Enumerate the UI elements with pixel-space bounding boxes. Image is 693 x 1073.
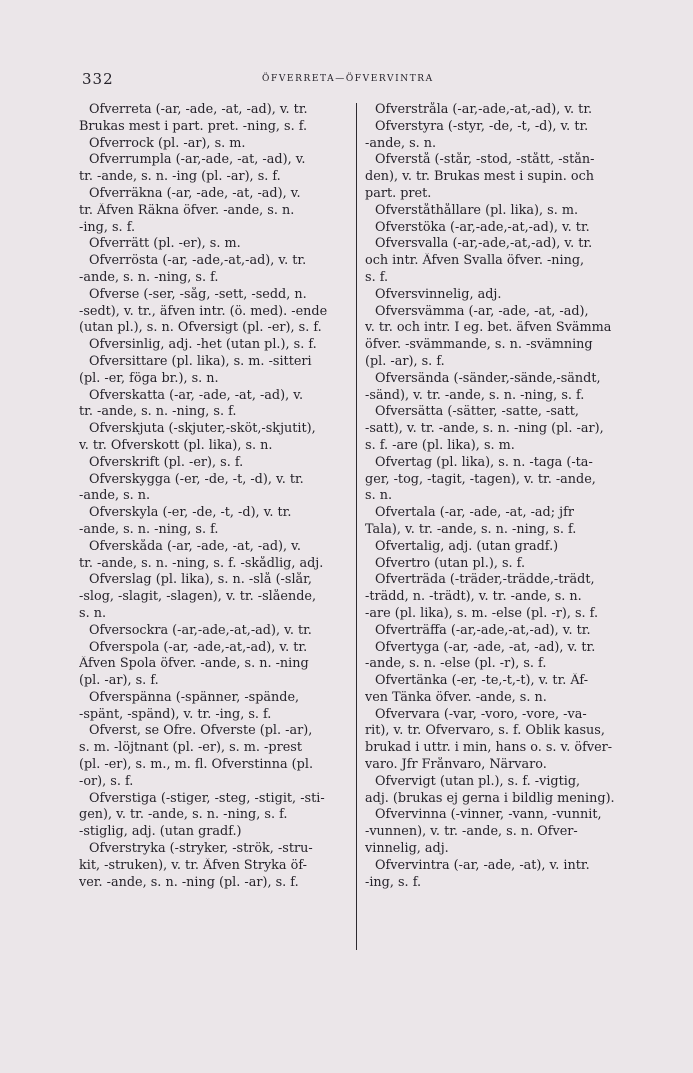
entry-line: part. pret.: [365, 185, 432, 201]
entry-line: -sänd), v. tr. -ande, s. n. -ning, s. f.: [365, 387, 585, 403]
entry-headline: Öfverräkna (-ar, -ade, -at, -ad), v.: [89, 185, 301, 201]
entry-line: ver. -ande, s. n. -ning (pl. -ar), s. f.: [79, 874, 299, 890]
entry-line: -trädd, n. -trädt), v. tr. -ande, s. n.: [365, 589, 582, 605]
entry-line: vinnelig, adj.: [365, 841, 449, 857]
entry-line: ger, -tog, -tagit, -tagen), v. tr. -ande,: [365, 471, 596, 487]
entry-line: s. n.: [79, 605, 107, 621]
entry-headline: Öfverrösta (-ar, -ade,-at,-ad), v. tr.: [89, 253, 307, 269]
entry-headline: Öfverspänna (-spänner, -spände,: [89, 689, 300, 705]
entry-line: -ande, s. n. -ning, s. f.: [79, 521, 219, 537]
entry-headline: Öfverstyra (-styr, -de, -t, -d), v. tr.: [375, 118, 589, 134]
entry-line: v. tr. Öfverskott (pl. lika), s. n.: [79, 437, 273, 453]
running-head: ÖFVERRETA—ÖFVERVINTRA: [262, 74, 434, 84]
entry-line: -or), s. f.: [79, 773, 134, 789]
left-column: [79, 102, 347, 891]
entry-line: brukad i uttr. i min, hans o. s. v. öfver-: [365, 740, 613, 756]
entry-line: den), v. tr. Brukas mest i supin. och: [365, 169, 594, 185]
entry-line: -spänt, -spänd), v. tr. -ing, s. f.: [79, 706, 272, 722]
entry-headline: Öfversätta (-sätter, -satte, -satt,: [375, 404, 579, 420]
entry-line: -satt), v. tr. -ande, s. n. -ning (pl. -ar),: [365, 421, 604, 437]
entry-headline: Öfversockra (-ar,-ade,-at,-ad), v. tr.: [89, 622, 312, 638]
entry-headline: Öfvervinna (-vinner, -vann, -vunnit,: [375, 807, 602, 823]
entry-headline: Öfverståthållare (pl. lika), s. m.: [375, 202, 579, 218]
entry-line: -vunnen), v. tr. -ande, s. n. Öfver-: [365, 824, 578, 840]
entry-line: (pl. -er), s. m., m. fl. Öfverstinna (pl.: [79, 757, 314, 773]
entry-headline: Öfverträffa (-ar,-ade,-at,-ad), v. tr.: [375, 622, 591, 638]
entry-line: s. f. -are (pl. lika), s. m.: [365, 437, 515, 453]
entry-line: -ing, s. f.: [79, 219, 136, 235]
entry-headline: Öfverse (-ser, -såg, -sett, -sedd, n.: [89, 286, 307, 302]
entry-line: och intr. Äfven Svalla öfver. -ning,: [365, 253, 585, 269]
entry-line: (pl. -ar), s. f.: [79, 673, 159, 689]
entry-line: v. tr. och intr. I eg. bet. äfven Svämma: [365, 320, 612, 336]
entry-headline: Öfverrock (pl. -ar), s. m.: [89, 135, 246, 151]
entry-line: gen), v. tr. -ande, s. n. -ning, s. f.: [79, 807, 288, 823]
entry-headline: Öfverspola (-ar, -ade,-at,-ad), v. tr.: [89, 639, 308, 655]
entry-line: adj. (brukas ej gerna i bildlig mening).: [365, 790, 615, 806]
entry-headline: Öfvertag (pl. lika), s. n. -taga (-ta-: [375, 454, 593, 470]
entry-headline: Öfversvalla (-ar,-ade,-at,-ad), v. tr.: [375, 236, 593, 252]
entry-headline: Öfversvämma (-ar, -ade, -at, -ad),: [375, 303, 589, 319]
page-number: 332: [82, 70, 114, 88]
entry-line: -ande, s. n. -ning, s. f.: [79, 269, 219, 285]
entry-line: (utan pl.), s. n. Öfversigt (pl. -er), s. f.: [79, 320, 322, 336]
entry-line: -ande, s. n.: [365, 135, 437, 151]
entry-line: tr. -ande, s. n. -ing (pl. -ar), s. f.: [79, 169, 281, 185]
entry-headline: Öfvertalig, adj. (utan gradf.): [375, 538, 559, 554]
entry-line: ven Tänka öfver. -ande, s. n.: [365, 689, 547, 705]
entry-headline: Öfverst, se Öfre. Öfverste (pl. -ar),: [89, 723, 313, 739]
entry-line: -slog, -slagit, -slagen), v. tr. -slående,: [79, 589, 317, 605]
entry-line: s. m. -löjtnant (pl. -er), s. m. -prest: [79, 740, 302, 756]
entry-line: kit, -struken), v. tr. Äfven Stryka öf-: [79, 857, 307, 873]
entry-headline: Öfversittare (pl. lika), s. m. -sitteri: [89, 353, 312, 369]
page-header: [0, 70, 693, 90]
entry-line: -ande, s. n. -else (pl. -r), s. f.: [365, 656, 547, 672]
entry-headline: Öfverstråla (-ar,-ade,-at,-ad), v. tr.: [375, 102, 593, 117]
entry-headline: Öfverskåda (-ar, -ade, -at, -ad), v.: [89, 538, 301, 554]
entry-headline: Öfverreta (-ar, -ade, -at, -ad), v. tr.: [89, 102, 308, 117]
entry-headline: Öfverstiga (-stiger, -steg, -stigit, -sti-: [89, 790, 325, 806]
entry-headline: Öfvervara (-var, -voro, -vore, -va-: [375, 706, 587, 722]
entry-line: -stiglig, adj. (utan gradf.): [79, 824, 242, 840]
entry-line: Brukas mest i part. pret. -ning, s. f.: [79, 118, 308, 134]
entry-headline: Öfverrätt (pl. -er), s. m.: [89, 236, 241, 252]
entry-line: Tala), v. tr. -ande, s. n. -ning, s. f.: [365, 521, 577, 537]
entry-headline: Öfverskygga (-er, -de, -t, -d), v. tr.: [89, 471, 304, 487]
entry-line: -ing, s. f.: [365, 874, 422, 890]
entry-headline: Öfvervintra (-ar, -ade, -at), v. intr.: [375, 857, 590, 873]
entry-headline: Öfverstöka (-ar,-ade,-at,-ad), v. tr.: [375, 219, 590, 235]
entry-headline: Öfverskatta (-ar, -ade, -at, -ad), v.: [89, 387, 304, 403]
entry-line: (pl. -ar), s. f.: [365, 353, 445, 369]
entry-headline: Öfverskyla (-er, -de, -t, -d), v. tr.: [89, 505, 292, 521]
entry-headline: Öfvertala (-ar, -ade, -at, -ad; jfr: [375, 505, 574, 521]
entry-line: tr. Äfven Räkna öfver. -ande, s. n.: [79, 202, 295, 218]
entry-headline: Öfverstå (-står, -stod, -stått, -stån-: [375, 152, 595, 168]
entry-line: -sedt), v. tr., äfven intr. (ö. med). -ende: [79, 303, 328, 319]
entry-headline: Öfversända (-sänder,-sände,-sändt,: [375, 370, 601, 386]
entry-headline: Öfversvinnelig, adj.: [375, 286, 502, 302]
entry-line: (pl. -er, föga br.), s. n.: [79, 370, 219, 386]
entry-line: rit), v. tr. Öfvervaro, s. f. Oblik kasus,: [365, 723, 605, 739]
entry-line: -are (pl. lika), s. m. -else (pl. -r), s. f.: [365, 605, 599, 621]
entry-headline: Öfvertro (utan pl.), s. f.: [375, 555, 526, 571]
entry-headline: Öfverrumpla (-ar,-ade, -at, -ad), v.: [89, 152, 306, 168]
entry-line: öfver. -svämmande, s. n. -svämning: [365, 337, 593, 353]
entry-line: Äfven Spola öfver. -ande, s. n. -ning: [79, 656, 309, 672]
entry-headline: Öfverskjuta (-skjuter,-sköt,-skjutit),: [89, 421, 316, 437]
entry-headline: Öfvervigt (utan pl.), s. f. -vigtig,: [375, 773, 581, 789]
column-divider: [356, 103, 357, 950]
entry-headline: Öfverträda (-träder,-trädde,-trädt,: [375, 572, 595, 588]
entry-line: s. f.: [365, 269, 389, 285]
entry-line: varo. Jfr Frånvaro, Närvaro.: [365, 757, 547, 773]
entry-headline: Öfvertyga (-ar, -ade, -at, -ad), v. tr.: [375, 639, 596, 655]
entry-headline: Öfverskrift (pl. -er), s. f.: [89, 454, 244, 470]
entry-headline: Öfvertänka (-er, -te,-t,-t), v. tr. Äf-: [375, 673, 589, 689]
entry-headline: Öfversinlig, adj. -het (utan pl.), s. f.: [89, 337, 317, 353]
entry-headline: Öfverslag (pl. lika), s. n. -slå (-slår,: [89, 572, 312, 588]
entry-headline: Öfverstryka (-stryker, -strök, -stru-: [89, 841, 313, 857]
right-column: [365, 102, 633, 891]
entry-line: -ande, s. n.: [79, 488, 151, 504]
entry-line: tr. -ande, s. n. -ning, s. f. -skådlig, adj.: [79, 555, 324, 571]
entry-line: tr. -ande, s. n. -ning, s. f.: [79, 404, 237, 420]
entry-line: s. n.: [365, 488, 393, 504]
